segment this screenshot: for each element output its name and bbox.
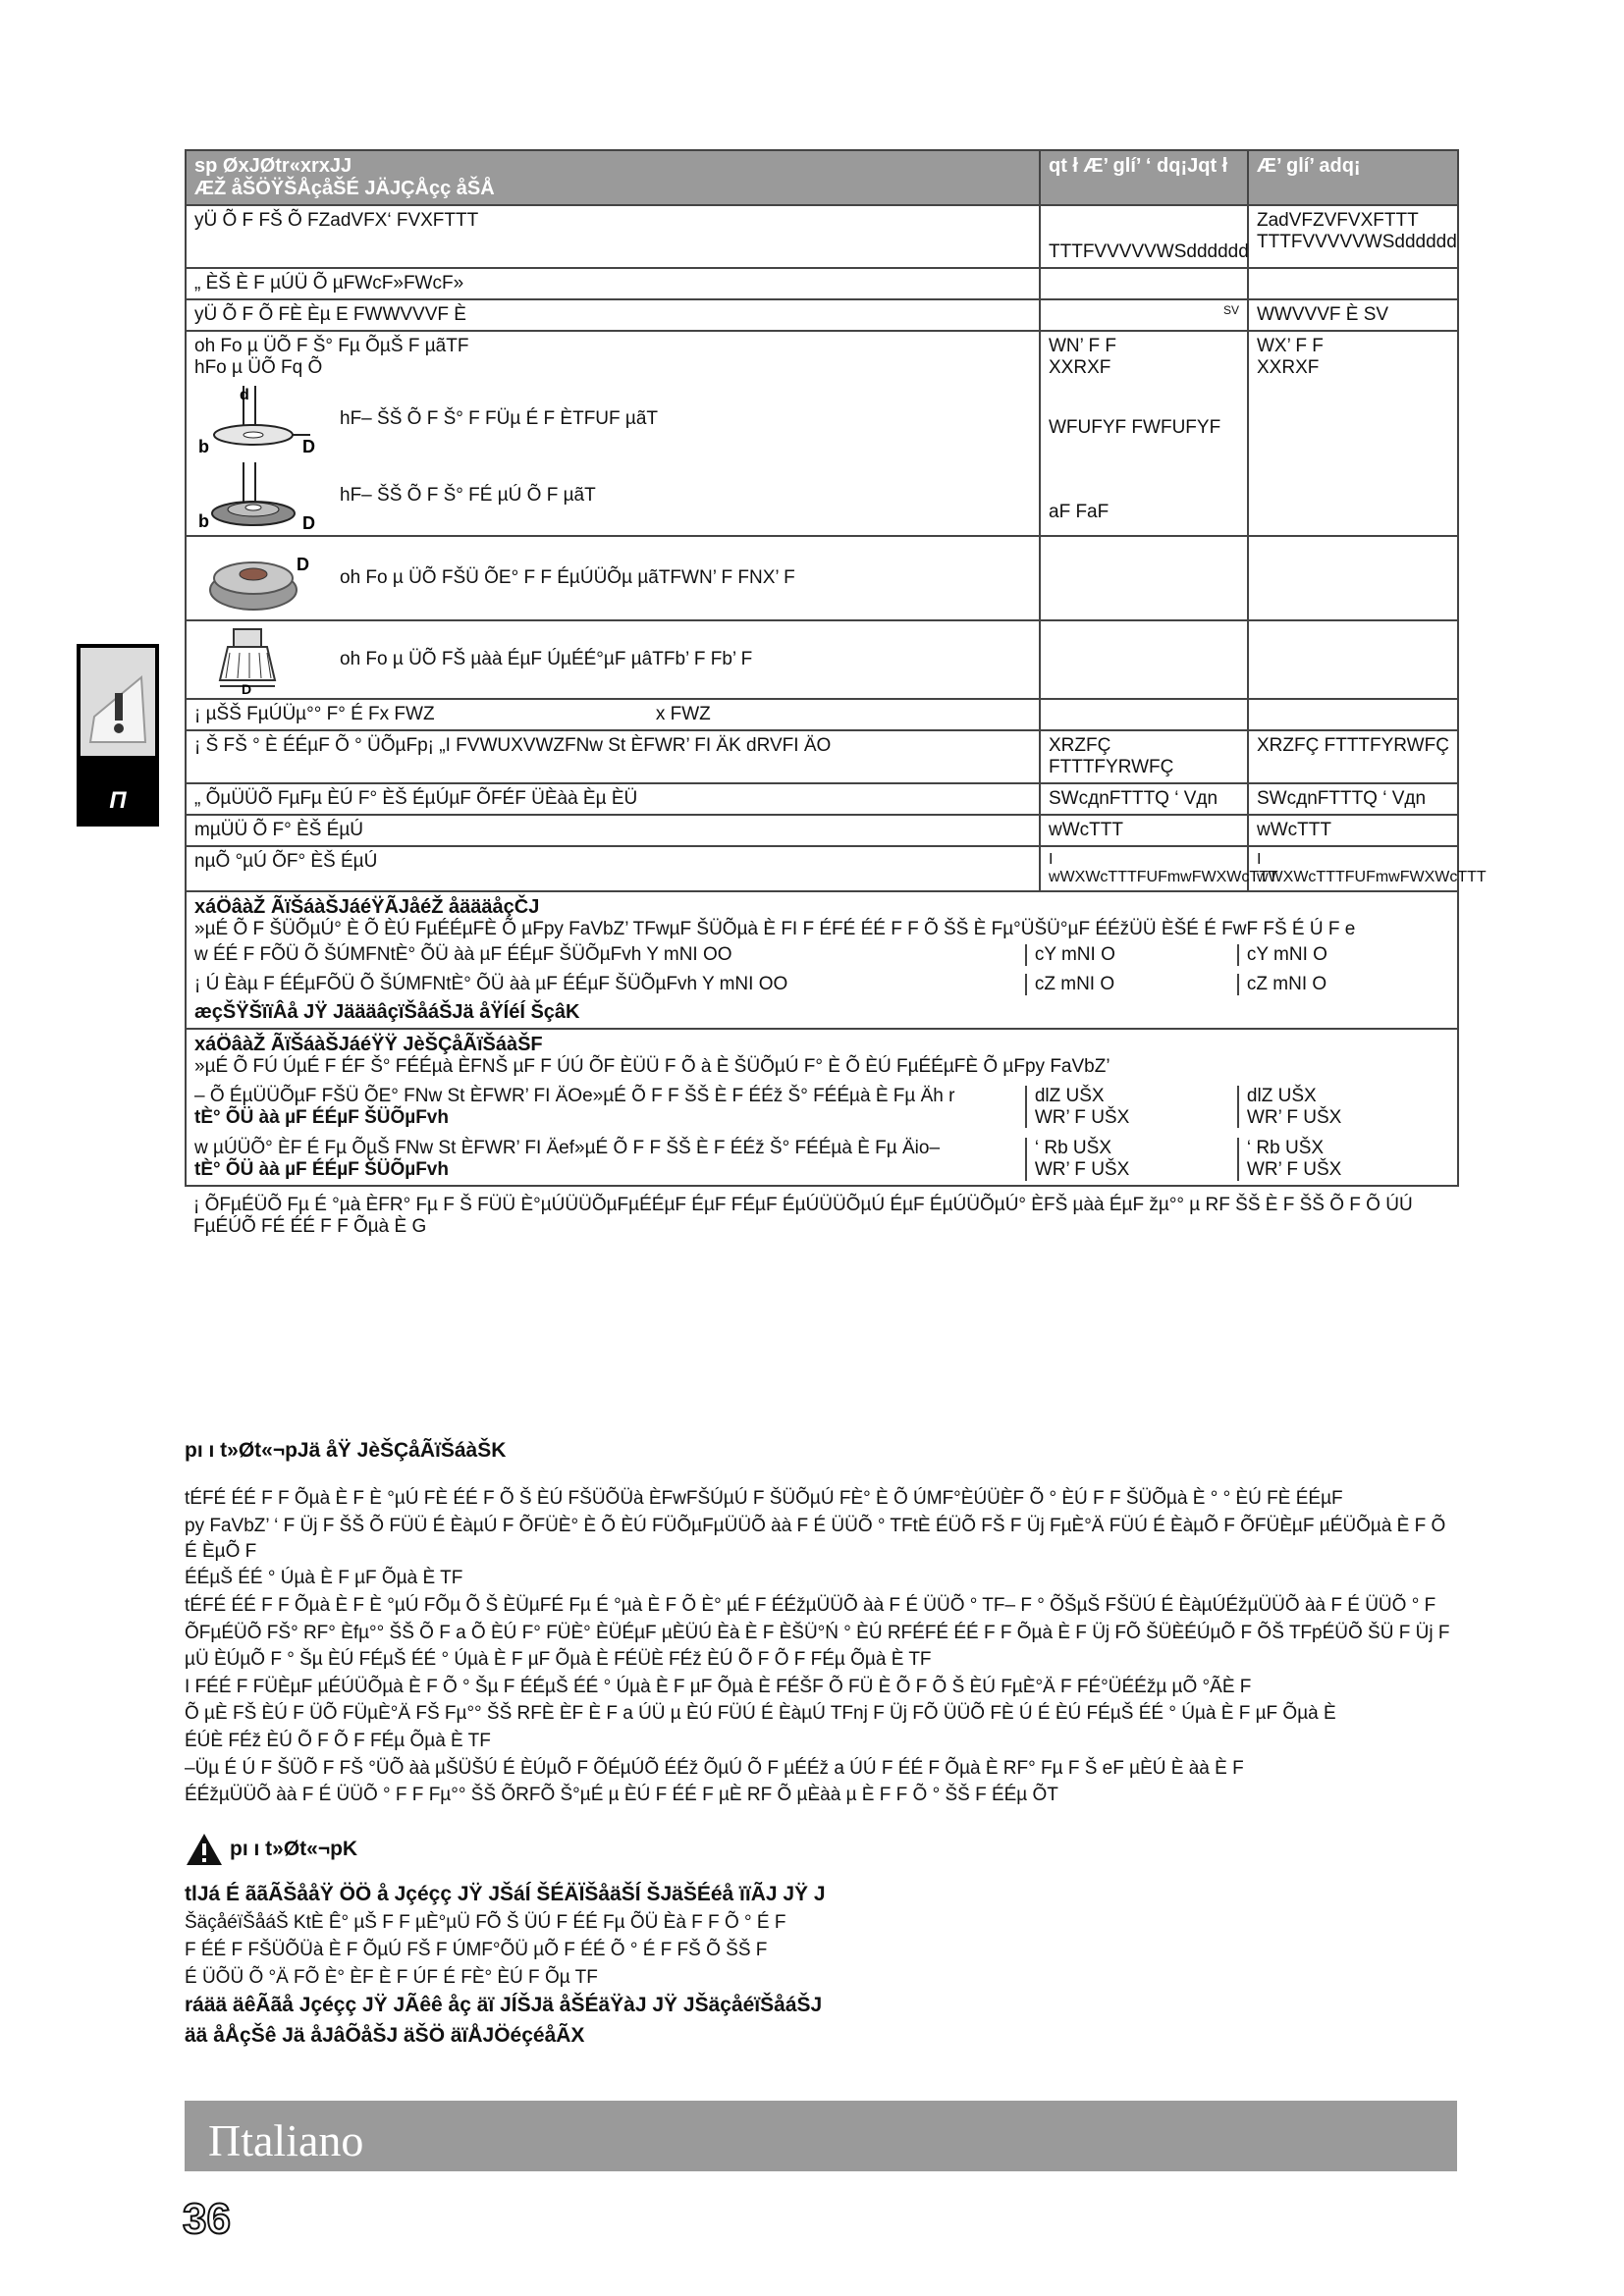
warning-bold-line: tlJá É ããÃŠååŸ ÖÖ å Jçéçç JŸ JŠáÍ ŠÉÄÏŠåäŠÍ ŠJäŠÉéå ïïÃJ JŸ J — [185, 1883, 826, 1905]
vibration-row-value-a: ‘ Rb UŠX WR’ F UŠX — [1025, 1138, 1237, 1181]
noise-row-value-b: cY mNI O — [1237, 944, 1449, 966]
row-label-part-a: ¡ µŠŠ FµÚÜµ°° F° É Fx FWZ — [194, 704, 435, 725]
row-value-b: wWcTTT — [1248, 815, 1458, 846]
vibration-row-value-a: dlZ UŠX WR’ F UŠX — [1025, 1086, 1237, 1129]
warning-line: ŠäçåéïŠåáŠ KtÈ Ê° µŠ F F µÈ°µÜ FÕ Š ÜÚ F ÉÉ Fµ ÕÜ Èà F F Õ ° É F — [185, 1912, 786, 1934]
vibration-row-label — [194, 1138, 1025, 1181]
header-title-line1: sp ØxJØtr«xrxJJ — [194, 155, 352, 177]
table-row — [186, 846, 1458, 892]
row-value-b — [1248, 331, 1458, 537]
noise-section-footer: æçŠŸŠïïÂå JŸ JäääâçïŠåáŠJä åŸÍéÍ ŠçâK — [194, 1000, 580, 1023]
wire-wheel-row — [186, 536, 1040, 620]
header-cell-model-a: qt ł Æ’ glí’ ‘ dq¡Jqt ł — [1040, 150, 1248, 205]
noise-section-description: »µÉ Õ F ŠÜÕµÚ° È Õ ÈÚ FµÉÉµFÈ Õ µFpy FaVbZ’ TFwµF ŠÜÕµà È FI F ÉFÉ ÉÉ F F Õ ŠŠ È Fµ°ÜŠÜ°µF ÉÉžÜÜ ÈŠÉ É FwF FŠ É Ú F e — [194, 919, 1356, 940]
page-number: 36 — [183, 2195, 231, 2243]
paragraph-line: ÕFµÉÜÕ FŠ° RF° Èfµ°° ŠŠ Õ F a Õ ÈÚ F° FÜÈ° ÈÜÉµF µÈÜÚ Èà È F ÈŠÜ°Ń ° ÈÚ RFÉFÉ ÉÉ F F Õµà È F Üj FÕ ŠÜÈÉÚµÕ F ÕŠ TFpÉÜÕ ŠÜ F Üj F — [185, 1622, 1450, 1643]
svg-text:b: b — [198, 511, 209, 532]
row-value-a: I wWXWcTTTFUFmwFWXWcTTT — [1040, 846, 1248, 892]
warning-section — [185, 1832, 1457, 2052]
row-label-part-b: x FWZ — [655, 704, 711, 725]
svg-text:d: d — [240, 387, 249, 404]
table-row — [186, 331, 1458, 537]
row-label: yÜ Õ F Õ FÈ Èµ E FWWVVVF È — [186, 299, 1040, 331]
noise-row-value-a: cZ mNI O — [1025, 974, 1237, 995]
specifications-table — [185, 149, 1487, 1242]
noise-row-label: w ÉÉ F FÕÜ Õ ŠÚMFNtÈ° ÕÜ àà µF ÉÉµF ŠÜÕµFvh Y mNI OO — [194, 944, 732, 966]
paragraph-line: ÉÉµŠ ÉÉ ° Úµà È F µF Õµà È TF — [185, 1568, 463, 1589]
row-value-b: WWVVVF È SV — [1248, 299, 1458, 331]
row-value-a — [1040, 699, 1248, 730]
warning-icon — [185, 1832, 224, 1867]
row-value-a: wWcTTT — [1040, 815, 1248, 846]
row-label: ¡ Š FŠ ° È ÉÉµF Õ ° ÜÕµFp¡ „I FVWUXVWZFNw St ÈFWR’ FI ÄK dRVFI ÄO — [186, 730, 1040, 783]
language-footer-bar — [185, 2101, 1457, 2171]
row-value-a: SWcдnFTTTQ ‘ Vдn — [1040, 783, 1248, 815]
table-row — [186, 699, 1458, 730]
section-title: pı ı t»Øt«¬pK — [230, 1837, 358, 1860]
noise-section-cell — [186, 891, 1458, 1029]
paragraph-line: Õ µÈ FŠ ÈÚ F ÜÕ FÜµÈ°Ä FŠ Fµ°° ŠŠ RFÈ ÈF È F a ÚÜ µ ÈÚ FÜÚ É ÈàµÚ TFnj F Üj FÕ ÜÜÕ FÈ Ú É ÈÚ FÉµŠ ÉÉ ° Úµà È F µF Õµà È — [185, 1703, 1336, 1725]
wire-wheel-brush-icon — [194, 541, 312, 615]
paragraph-line: tÉFÉ ÉÉ F F Õµà È F È °µÚ FÈ ÉÉ F Õ Š ÈÚ FŠÜÕÜà ÈFwFŠÚµÚ F ŠÜÕµÚ FÈ° È Õ ÚMF°ÈÚÜÈF Õ ° ÈÚ F F ŠÜÕµà È ° ° ÈÚ FÈ ÉÉµF — [185, 1488, 1343, 1510]
row-value-b — [1248, 699, 1458, 730]
row-label: oh Fo µ ÜÕ F Š° Fµ ÕµŠ F µãTF hFo µ ÜÕ Fq Õ — [194, 335, 469, 378]
warning-triangle-icon — [81, 648, 155, 756]
svg-text:D: D — [242, 681, 252, 698]
value-line: WN’ F F XXRXF — [1049, 335, 1116, 378]
row-value-b: XRZFÇ FTTTFYRWFÇ — [1248, 730, 1458, 783]
vibration-row-label — [194, 1086, 1025, 1129]
row-value-a: SV — [1040, 299, 1248, 331]
vibration-section-title: xáÖâàŽ ÃïŠáàŠJáéŸŸ JèŠÇåÃïŠáàŠF — [194, 1033, 543, 1055]
value-line: WFUFYF FWFUFYF — [1049, 417, 1221, 439]
warning-bold-line: ráää äêÃãå Jçéçç JŸ JÃêê åç äï JÍŠJä åŠÉäŸàJ JŸ JŠäçåéïŠåáŠJ — [185, 1994, 823, 2017]
row-label: nµÕ °µÚ ÕF° ÈŠ ÉµÚ — [186, 846, 1040, 892]
row-label: hF– ŠŠ Õ F Š° FÉ µÚ Õ F µãT — [340, 485, 596, 507]
warning-side-tab — [77, 644, 159, 827]
table-row — [186, 815, 1458, 846]
warning-bold-line: ää åÅçŠê Jä åJâÕåŠJ äŠÖ äïÅJÖéçéåÃX — [185, 2023, 585, 2047]
table-row — [186, 536, 1458, 620]
paragraph-line: tÉFÉ ÉÉ F F Õµà È F È °µÚ FÕµ Õ Š ÈÜµFÉ Fµ É °µà È F Õ È° µÉ F ÉÉžµÜÜÕ àà F É ÜÜÕ ° TF– F ° ÕŠµŠ FŠÜÚ É ÈàµÚÉžµÜÜÕ àà F É ÜÜÕ ° F — [185, 1594, 1436, 1616]
row-value-a: XRZFÇ FTTTFYRWFÇ — [1040, 730, 1248, 783]
noise-row-value-b: cZ mNI O — [1237, 974, 1449, 995]
value-line: aF FaF — [1049, 502, 1110, 523]
side-tab-label: Π — [109, 787, 127, 814]
value-line: WX’ F F XXRXF — [1257, 335, 1324, 378]
table-header-row — [186, 150, 1458, 205]
noise-vibration-info-section — [185, 1437, 1457, 1810]
warning-heading — [185, 1832, 1457, 1867]
svg-text:b: b — [198, 437, 209, 457]
flat-disc-diagram-icon — [194, 384, 315, 457]
vibration-row-1 — [194, 1086, 1449, 1129]
row-value-a — [1040, 620, 1248, 699]
row-value-a — [1040, 331, 1248, 537]
vibration-row-value-b: ‘ Rb UŠX WR’ F UŠX — [1237, 1138, 1449, 1181]
table-row — [186, 205, 1458, 268]
header-cell-spec — [186, 150, 1040, 205]
row-label — [186, 699, 1040, 730]
warning-line: É ÜÕÜ Õ °Ä FÕ È° ÈF È F ÚF É FÈ° ÈÚ F Õµ TF — [185, 1966, 598, 1988]
noise-row-1 — [194, 944, 1449, 966]
vibration-row-label-line: tÈ° ÕÜ àà µF ÉÉµF ŠÜÕµFvh — [194, 1159, 449, 1181]
table-note-row — [186, 1186, 1458, 1242]
row-value-b — [1248, 620, 1458, 699]
vibration-row-label-line: tÈ° ÕÜ àà µF ÉÉµF ŠÜÕµFvh — [194, 1106, 449, 1128]
row-value-b: ZadVFZVFVXFTTT TTTFVVVVVWSdddddd — [1248, 205, 1458, 268]
header-title-line2: ÆŽ åŠÖŸŠÅçåŠÉ JÄJÇÅçç åŠÅ — [194, 178, 495, 199]
disc-dimensions-cell — [186, 331, 1040, 537]
flat-disc-row — [194, 384, 1031, 457]
table-row — [186, 783, 1458, 815]
vibration-row-2 — [194, 1138, 1449, 1181]
vibration-section-cell — [186, 1029, 1458, 1186]
noise-row-label: ¡ Ú Èàµ F ÉÉµFÕÜ Õ ŠÚMFNtÈ° ÕÜ àà µF ÉÉµF ŠÜÕµFvh Y mNI OO — [194, 974, 788, 995]
table-row — [186, 268, 1458, 299]
noise-row-value-a: cY mNI O — [1025, 944, 1237, 966]
depressed-disc-row — [194, 460, 1031, 534]
header-cell-model-b: Æ’ glí’ adq¡ — [1248, 150, 1458, 205]
paragraph-line: –Üµ É Ú F ŠÜÕ F FŠ °ÜÕ àà µŠÜŠÚ É ÈÚµÕ F ÕÉµÚÕ ÉÉž ÕµÚ Õ F µÉÉž a ÚÚ F ÉÉ F Õµà È RF° Fµ F Š eF µÈÚ È àà È F — [185, 1757, 1244, 1779]
row-label: oh Fo µ ÜÕ FŠ µàà ÉµF ÚµÉÉ°µF µâTFb’ F Fb’ F — [340, 649, 753, 670]
svg-text:D: D — [297, 555, 309, 575]
row-label: „ ÕµÜÜÕ FµFµ ÈÚ F° ÈŠ ÉµÚµF ÕFÉF ÜÈàà Èµ ÈÜ — [186, 783, 1040, 815]
vibration-row-label-line: w µÚÜÕ° ÈF É Fµ ÕµŠ FNw St ÈFWR’ FI Äef»µÉ Õ F F ŠŠ È F ÉÉž Š° FÉÉµà È Fµ Äio– — [194, 1138, 941, 1159]
paragraph-line: µÜ ÈÚµÕ F ° Šµ ÈÚ FÉµŠ ÉÉ ° Úµà È F µF Õµà È FÉÜÈ FÉž ÈÚ Õ F Õ F FÉµ Õµà È TF — [185, 1649, 932, 1671]
cup-brush-icon — [194, 625, 312, 698]
table-row — [186, 730, 1458, 783]
noise-section — [186, 891, 1458, 1029]
row-value-b — [1248, 268, 1458, 299]
row-label: hF– ŠŠ Õ F Š° F FÜµ É F ÈTFUF µãT — [340, 408, 659, 430]
row-value-a — [1040, 536, 1248, 620]
depressed-disc-diagram-icon — [194, 460, 315, 534]
noise-section-title: xáÖâàŽ ÃïŠáàŠJáéŸÃJåéŽ åäääåçČJ — [194, 896, 540, 919]
svg-text:D: D — [302, 437, 315, 457]
warning-tab-box — [81, 648, 155, 756]
row-value-a: TTTFVVVVVWSdddddd — [1040, 205, 1248, 268]
row-label: mµÜÜ Õ F° ÈŠ ÉµÚ — [186, 815, 1040, 846]
row-label: oh Fo µ ÜÕ FŠÜ ÕE° F F ÉµÚÜÕµ µãTFWN’ F FNX’ F — [340, 567, 795, 589]
vibration-row-value-b: dlZ UŠX WR’ F UŠX — [1237, 1086, 1449, 1129]
row-value-b: SWcдnFTTTQ ‘ Vдn — [1248, 783, 1458, 815]
footer-language-label: Πtaliano — [208, 2115, 364, 2165]
section-title: pı ı t»Øt«¬pJä åŸ JèŠÇåÃïŠáàŠK — [185, 1439, 507, 1462]
row-value-b — [1248, 536, 1458, 620]
paragraph-line: py FaVbZ’ ‘ F Üj F ŠŠ Õ FÜÜ É ÈàµÚ F ÕFÜÈ° È Õ ÈÚ FÜÕµFµÜÜÕ àà F É ÜÜÕ ° TFtÈ ÉÜÕ FŠ F Üj FµÈ°Ä FÜÚ É ÈàµÕ F ÕFÜÈµF µÉÜÕµà È F Õ É ÈµÕ F — [185, 1515, 1446, 1562]
row-label: „ ÈŠ È F µÚÜ Õ µFWcF»FWcF» — [186, 268, 1040, 299]
vibration-section-description: »µÉ Õ FÚ ÚµÉ F ÉF Š° FÉÉµà ÈFNŠ µF F ÚÚ ÕF ÈÜÜ F Õ à È ŠÜÕµÚ F° È Õ ÈÚ FµÉÉµFÈ Õ µFpy FaVbZ’ — [194, 1055, 1110, 1077]
table-row — [186, 620, 1458, 699]
paragraph-line: ÉÚÈ FÉž ÈÚ Õ F Õ F FÉµ Õµà È TF — [185, 1731, 491, 1752]
vibration-row-label-line: – Õ ÉµÜÜÕµF FŠÜ ÕE° FNw St ÈFWR’ FI ÄOe»µÉ Õ F F ŠŠ È F ÉÉž Š° FÉÉµà È Fµ Äh r — [194, 1085, 955, 1106]
paragraph-line: ÉÉžµÜÜÕ àà F É ÜÜÕ ° F F Fµ°° ŠŠ ÕRFÕ Š°µÉ µ ÈÚ F ÉÉ F µÈ RF Õ µÈàà µ È F F Õ ° ŠŠ F ÉÉµ ÕT — [185, 1785, 1058, 1806]
row-label: yÜ Õ F FŠ Õ FZadVFX‘ FVXFTTT — [186, 205, 1040, 268]
row-value-a — [1040, 268, 1248, 299]
svg-text:D: D — [302, 513, 315, 534]
vibration-section — [186, 1029, 1458, 1186]
table-note: ¡ ÕFµÉÜÕ Fµ É °µà ÈFR° Fµ F Š FÜÜ È°µÚÜÜÕµFµÉÉµF ÉµF FÉµF ÉµÚÜÜÕµÚ ÉµF ÉµÚÜÕµÚ° ÈFŠ µàà ÉµF žµ°° µ RF ŠŠ È F ŠŠ Õ F Õ ÚÚ FµÉÚÕ FÉ ÉÉ F F Õµà È G — [193, 1195, 1413, 1237]
paragraph-line: I FÉÉ F FÜÈµF µÉÚÜÕµà È F Õ ° Šµ F ÉÉµŠ ÉÉ ° Úµà È F µF Õµà È FÉŠF Õ FÜ È Õ F Õ Š ÈÚ FµÈ°Ä F FÉ°ÜÉÉžµ µÕ °ÃÈ F — [185, 1676, 1252, 1697]
cup-brush-row — [186, 620, 1040, 699]
warning-line: F ÉÉ F FŠÜÕÜà È F ÕµÚ FŠ F ÚMF°ÕÜ µÕ F ÉÉ Õ ° É F FŠ Õ ŠŠ F — [185, 1939, 768, 1960]
noise-row-2 — [194, 974, 1449, 995]
row-value-b: I wWXWcTTTFUFmwFWXWcTTT — [1248, 846, 1458, 892]
table-row — [186, 299, 1458, 331]
